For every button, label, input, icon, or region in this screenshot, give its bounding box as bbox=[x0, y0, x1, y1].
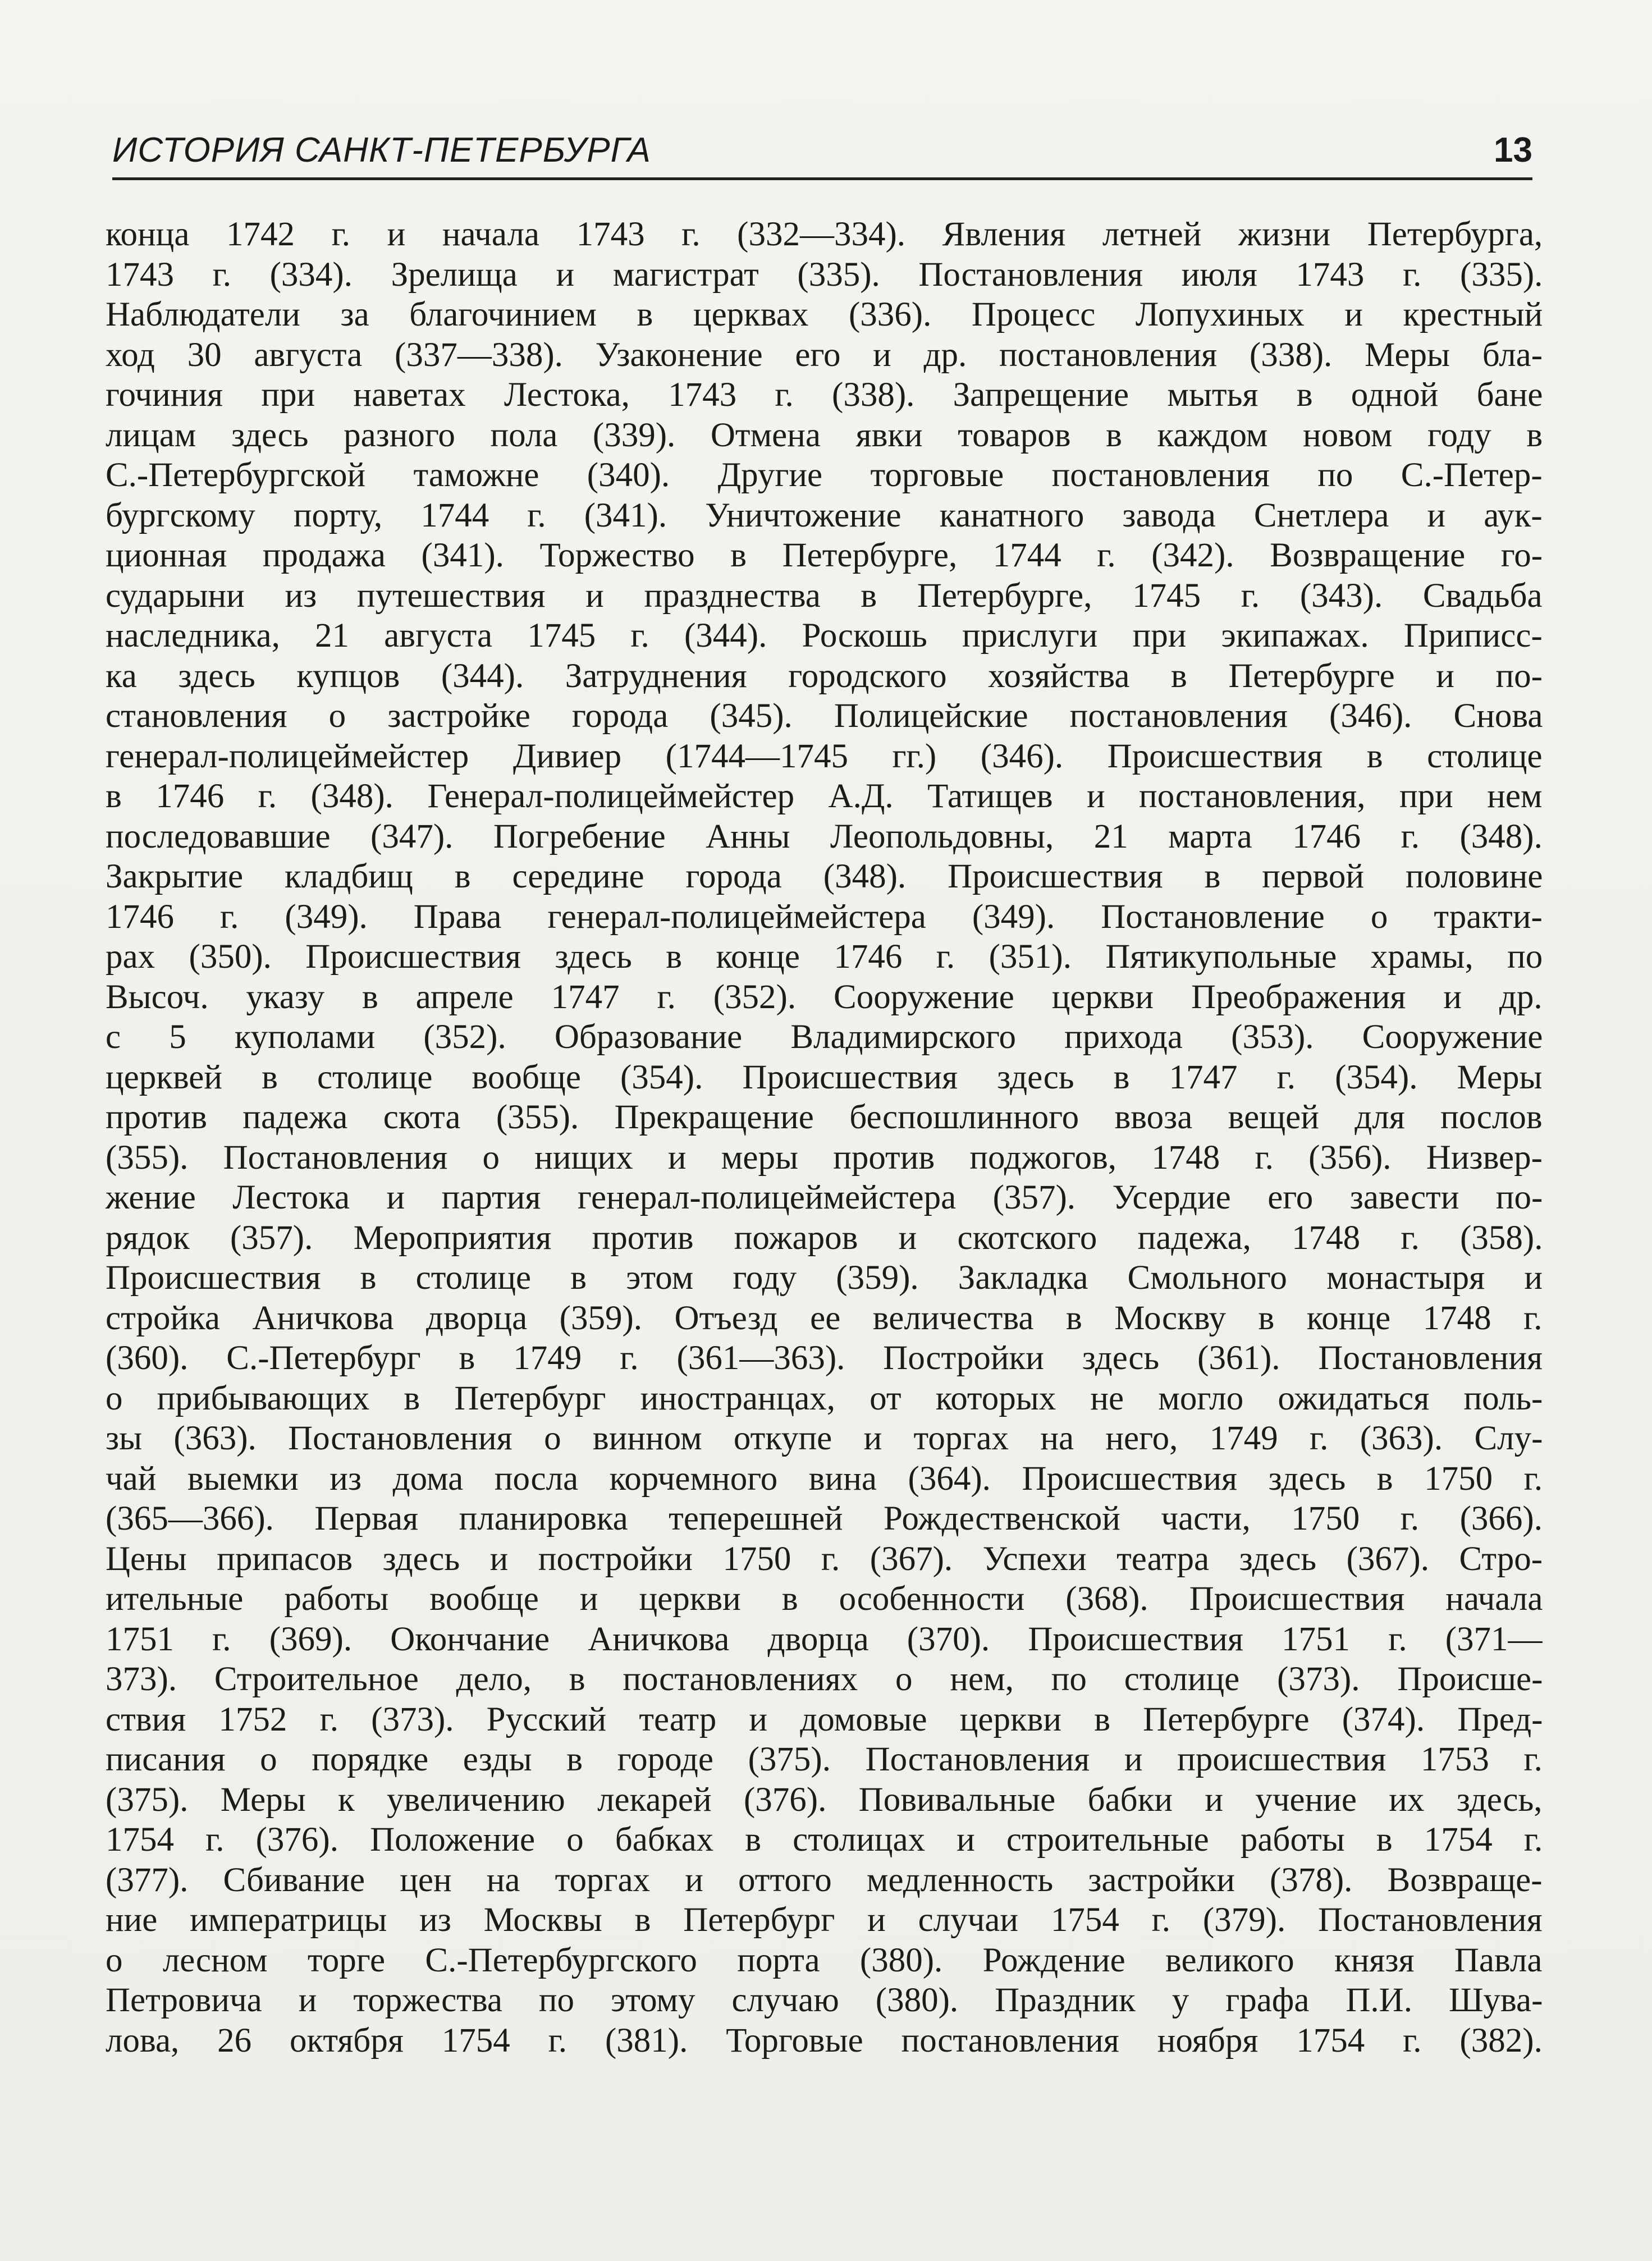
text-line: ход 30 августа (337—338). Узаконение его и др. постановления (338). Меры бла- bbox=[106, 336, 1543, 374]
text-line: 373). Строительное дело, в постановлениях о нем, по столице (373). Происше- bbox=[106, 1660, 1543, 1698]
text-line: зы (363). Постановления о винном откупе и торгах на него, 1749 г. (363). Слу- bbox=[106, 1420, 1543, 1457]
text-line: рах (350). Происшествия здесь в конце 1746 г. (351). Пятикупольные храмы, по bbox=[106, 938, 1543, 976]
text-line: 1754 г. (376). Положение о бабках в столицах и строительные работы в 1754 г. bbox=[106, 1821, 1543, 1859]
page-number: 13 bbox=[1494, 131, 1532, 170]
text-line: 1751 г. (369). Окончание Аничкова дворца (370). Происшествия 1751 г. (371— bbox=[106, 1620, 1543, 1658]
text-line: гочиния при наветах Лестока, 1743 г. (338). Запрещение мытья в одной бане bbox=[106, 376, 1543, 414]
text-line: рядок (357). Мероприятия против пожаров и скотского падежа, 1748 г. (358). bbox=[106, 1219, 1543, 1257]
text-line: стройка Аничкова дворца (359). Отъезд ее величества в Москву в конце 1748 г. bbox=[106, 1299, 1543, 1337]
text-line: ка здесь купцов (344). Затруднения городского хозяйства в Петербурге и по- bbox=[106, 657, 1543, 695]
text-line: писания о порядке езды в городе (375). Постановления и происшествия 1753 г. bbox=[106, 1741, 1543, 1778]
text-line: ционная продажа (341). Торжество в Петербурге, 1744 г. (342). Возвращение го- bbox=[106, 537, 1543, 574]
text-line: ительные работы вообще и церкви в особенности (368). Происшествия начала bbox=[106, 1580, 1543, 1618]
text-line: в 1746 г. (348). Генерал-полицеймейстер А.Д. Татищев и постановления, при нем bbox=[106, 777, 1543, 815]
text-line: о прибывающих в Петербург иностранцах, от которых не могло ожидаться поль- bbox=[106, 1379, 1543, 1417]
text-line: бургскому порту, 1744 г. (341). Уничтожение канатного завода Снетлера и аук- bbox=[106, 496, 1543, 534]
text-line: последовавшие (347). Погребение Анны Леопольдовны, 21 марта 1746 г. (348). bbox=[106, 817, 1543, 855]
text-line: жение Лестока и партия генерал-полицеймейстера (357). Усердие его завести по- bbox=[106, 1179, 1543, 1216]
text-line: ствия 1752 г. (373). Русский театр и домовые церкви в Петербурге (374). Пред- bbox=[106, 1700, 1543, 1738]
text-line: Происшествия в столице в этом году (359). Закладка Смольного монастыря и bbox=[106, 1259, 1543, 1297]
text-line: ние императрицы из Москвы в Петербург и случаи 1754 г. (379). Постановления bbox=[106, 1901, 1543, 1939]
text-line: наследника, 21 августа 1745 г. (344). Роскошь прислуги при экипажах. Приписс- bbox=[106, 617, 1543, 654]
body-text bbox=[106, 214, 1543, 2061]
text-line: церквей в столице вообще (354). Происшествия здесь в 1747 г. (354). Меры bbox=[106, 1058, 1543, 1096]
text-line: 1746 г. (349). Права генерал-полицеймейстера (349). Постановление о тракти- bbox=[106, 898, 1543, 936]
running-header bbox=[112, 128, 1532, 180]
text-line: чай выемки из дома посла корчемного вина (364). Происшествия здесь в 1750 г. bbox=[106, 1459, 1543, 1498]
text-line: Наблюдатели за благочинием в церквах (336). Процесс Лопухиных и крестный bbox=[106, 296, 1543, 333]
text-line: лицам здесь разного пола (339). Отмена явки товаров в каждом новом году в bbox=[106, 416, 1543, 454]
text-line: Закрытие кладбищ в середине города (348). Происшествия в первой половине bbox=[106, 858, 1543, 895]
text-line: (377). Сбивание цен на торгах и оттого медленность застройки (378). Возвраще- bbox=[106, 1861, 1543, 1899]
text-line: (360). С.-Петербург в 1749 г. (361—363). Постройки здесь (361). Постановления bbox=[106, 1339, 1543, 1377]
text-line: о лесном торге С.-Петербургского порта (380). Рождение великого князя Павла bbox=[106, 1941, 1543, 1979]
text-line: Цены припасов здесь и постройки 1750 г. (367). Успехи театра здесь (367). Стро- bbox=[106, 1540, 1543, 1578]
header-rule bbox=[112, 177, 1532, 180]
text-line: против падежа скота (355). Прекращение беспошлинного ввоза вещей для послов bbox=[106, 1099, 1543, 1136]
text-line: Высоч. указу в апреле 1747 г. (352). Сооружение церкви Преображения и др. bbox=[106, 978, 1543, 1016]
running-header-title: ИСТОРИЯ САНКТ-ПЕТЕРБУРГА bbox=[112, 131, 651, 170]
text-line: (355). Постановления о нищих и меры против поджогов, 1748 г. (356). Низвер- bbox=[106, 1138, 1543, 1177]
text-line: (365—366). Первая планировка теперешней Рождественской части, 1750 г. (366). bbox=[106, 1500, 1543, 1537]
text-line: лова, 26 октября 1754 г. (381). Торговые постановления ноября 1754 г. (382). bbox=[106, 2021, 1543, 2059]
text-line: С.-Петербургской таможне (340). Другие торговые постановления по С.-Петер- bbox=[106, 456, 1543, 494]
text-line: с 5 куполами (352). Образование Владимирского прихода (353). Сооружение bbox=[106, 1018, 1543, 1056]
text-line: сударыни из путешествия и празднества в Петербурге, 1745 г. (343). Свадьба bbox=[106, 576, 1543, 615]
text-line: Петровича и торжества по этому случаю (380). Праздник у графа П.И. Шува- bbox=[106, 1981, 1543, 2019]
text-line: 1743 г. (334). Зрелища и магистрат (335). Постановления июля 1743 г. (335). bbox=[106, 255, 1543, 294]
text-line: становления о застройке города (345). Полицейские постановления (346). Снова bbox=[106, 697, 1543, 735]
text-line: (375). Меры к увеличению лекарей (376). Повивальные бабки и учение их здесь, bbox=[106, 1781, 1543, 1819]
text-line: конца 1742 г. и начала 1743 г. (332—334). Явления летней жизни Петербурга, bbox=[106, 216, 1543, 253]
text-line: генерал-полицеймейстер Дивиер (1744—1745 гг.) (346). Происшествия в столице bbox=[106, 737, 1543, 775]
